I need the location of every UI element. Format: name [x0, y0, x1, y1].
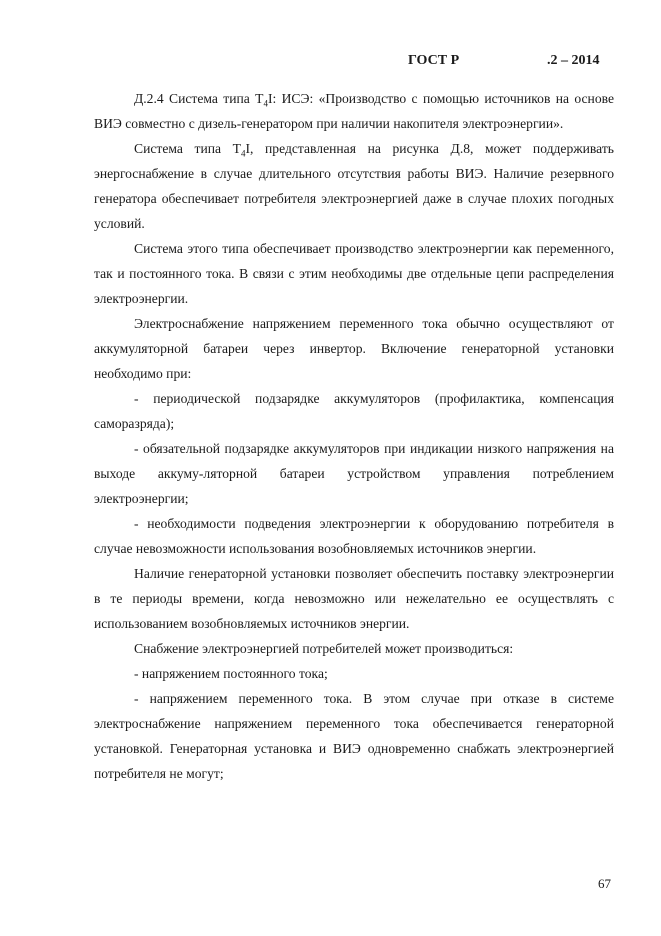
standard-code: ГОСТ Р [408, 53, 460, 68]
paragraph-d24: Д.2.4 Система типа $Т_4I$: ИСЭ: «Производство с помощью источников на основе ВИЭ совместно с дизель-генератором при наличии накопителя электроэнергии». [94, 91, 614, 131]
document-body [94, 86, 614, 786]
list-item-renewable-unavailable: - необходимости подведения электроэнергии к оборудованию потребителя в случае невозможности использования возобновляемых источников энергии. [94, 516, 614, 556]
page-header [0, 53, 661, 73]
list-item-dc-voltage: - напряжением постоянного тока; [134, 666, 328, 681]
paragraph-production: Система этого типа обеспечивает производство электроэнергии как переменного, так и постоянного тока. В связи с этим необходимы две отдельные цепи распределения электроэнергии. [94, 241, 614, 306]
standard-year: .2 – 2014 [547, 53, 600, 68]
list-item-ac-voltage: - напряжением переменного тока. В этом случае при отказе в системе электроснабжение напряжением переменного тока обеспечивается генераторной установкой. Генераторная установка и ВИЭ одновременно снабжать электроэнергией потребителя не могут; [94, 691, 614, 781]
paragraph-ac-supply: Электроснабжение напряжением переменного тока обычно осуществляют от аккумуляторной батареи через инвертор. Включение генераторной установки необходимо при: [94, 316, 614, 381]
paragraph-system-t4i: Система типа $Т_4I$, представленная на рисунка Д.8, может поддерживать энергоснабжение в случае длительного отсутствия работы ВИЭ. Наличие резервного генератора обеспечивает потребителя электроэнергией даже в случае плохих погодных условий. [94, 141, 614, 231]
paragraph-consumer-supply: Снабжение электроэнергией потребителей может производиться: [134, 641, 514, 656]
list-item-periodic-charge: - периодической подзарядке аккумуляторов (профилактика, компенсация саморазряда); [94, 391, 614, 431]
paragraph-generator-presence: Наличие генераторной установки позволяет обеспечить поставку электроэнергии в те периоды времени, когда невозможно или нежелательно ее осуществлять с использованием возобновляемых источников энергии. [94, 566, 614, 631]
page-number: 67 [598, 876, 611, 891]
list-item-mandatory-charge: - обязательной подзарядке аккумуляторов при индикации низкого напряжения на выходе аккуму-ляторной батареи устройством управления потреблением электроэнергии; [94, 441, 614, 506]
